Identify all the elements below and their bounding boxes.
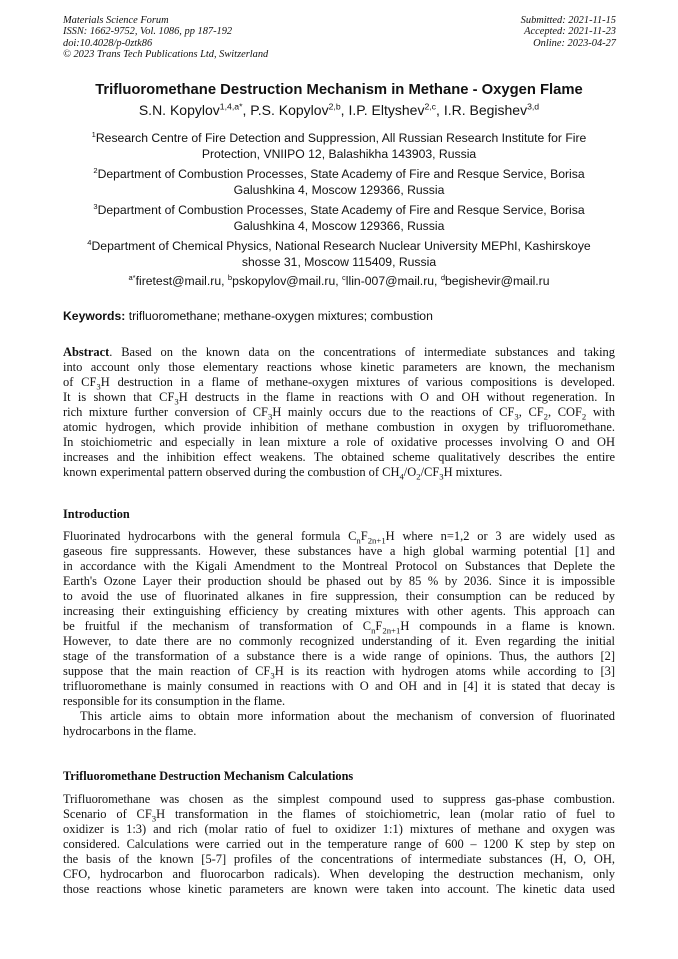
- email-link[interactable]: llin-007@mail.ru: [345, 274, 435, 288]
- abstract-label: Abstract: [63, 345, 110, 359]
- author-affil-marker: 1,4,a*: [219, 101, 243, 112]
- introduction-paragraph: Fluorinated hydrocarbons with the general formula $C_nF_{2n+1}H$ where n=1,2 or 3 are widely used as gaseous fire suppressants. However, these substances have a high global warming potential [1] and in accordance with the Kigali Amendment to the Montreal Protocol on Substances that Deplete the Earth's Ozone Layer their production should be phased out by 85 % by 2036. Since it is impossible to avoid the use of fluorinated alkanes in fire suppression, their consumption can be reduced by increasing their extinguishing efficiency by creating mixtures with other agents. This approach can be fruitful if the mechanism of transformation of $C_nF_{2n+1}H$ compounds in a flame is known. However, to date there are no commonly recognized understanding of it. Even regarding the initial stage of the transformation of a substance there is a wide range of opinions. Thus, the authors [2] suppose that the main reaction of $CF_3H$ is its reaction with hydrogen atoms while according to [3] trifluoromethane is mainly consumed in reactions with O and OH and in [4] it is stated that decay is responsible for its consumption in the flame. This article aims to obtain more information about the mechanism of conversion of fluorinated hydrocarbons in the flame.: [63, 529, 615, 738]
- author-affil-marker: 2,c: [424, 101, 437, 112]
- affiliation-4: $^4$Department of Chemical Physics, National Research Nuclear University MEPhI, Kashirskoye shosse 31, Moscow 115409, Russia: [87, 237, 591, 269]
- journal-doi[interactable]: doi:10.4028/p-0ztk86: [63, 37, 153, 49]
- author-name: I.P. Eltyshev: [348, 102, 425, 118]
- keywords-label: Keywords:: [63, 309, 126, 323]
- author-name: P.S. Kopylov: [250, 102, 329, 118]
- journal-name: Materials Science Forum: [63, 15, 169, 26]
- journal-copyright: © 2023 Trans Tech Publications Ltd, Switzerland: [63, 49, 269, 61]
- affiliation-1: $^1$Research Centre of Fire Detection and Suppression, All Russian Research Institute for Fire Protection, VNIIPO 12, Balashikha 143903, Russia: [91, 129, 587, 161]
- email-link[interactable]: firetest@mail.ru: [135, 274, 222, 288]
- paper-title: Trifluoromethane Destruction Mechanism in Methane - Oxygen Flame: [95, 82, 583, 98]
- dates-header: [521, 15, 616, 49]
- email-link[interactable]: pskopylov@mail.ru: [232, 274, 336, 288]
- section-heading-calculations: Trifluoromethane Destruction Mechanism Calculations: [63, 769, 354, 783]
- email-list: $^{a*}$firetest@mail.ru, $^b$pskopylov@mail.ru, $^c$llin-007@mail.ru, $^d$begishevir@mail.ru: [128, 272, 550, 288]
- author-name: I.R. Begishev: [443, 102, 528, 118]
- journal-header: [63, 15, 268, 61]
- keywords-text: trifluoromethane; methane-oxygen mixtures; combustion: [128, 309, 433, 323]
- author-list: S.N. Kopylov$^{1,4,a*}$, P.S. Kopylov$^{2,b}$, I.P. Eltyshev$^{2,c}$, I.R. Begishev$^{3,d}$: [138, 101, 540, 118]
- email-link[interactable]: begishevir@mail.ru: [445, 274, 550, 288]
- author-affil-marker: 2,b: [328, 101, 341, 112]
- abstract-paragraph: Abstract. Based on the known data on the concentrations of intermediate substances and taking into account only those elementary reactions whose kinetic parameters are known, the mechanism of $CF_3H$ destruction in a flame of methane-oxygen mixtures of various compositions is developed. It is shown that $CF_3H$ destructs in the flame in reactions with O and OH without regeneration. In rich mixture further conversion of $CF_3H$ mainly occurs due to the reactions of $CF_3$, $CF_2$, $COF_2$ with atomic hydrogen, which provide inhibition of methane combustion in oxygen by trifluoromethane. In stoichiometric and especially in lean mixture a role of oxidative processes involving O and OH increases and the inhibition effect weakens. The obtained scheme qualitatively describes the entire known experimental pattern observed during the combustion of $CH_4/O_2/CF_3H$ mixtures.: [63, 345, 615, 482]
- affiliation-3: $^3$Department of Combustion Processes, State Academy of Fire and Resque Service, Borisa Galushkina 4, Moscow 129366, Russia: [93, 201, 585, 233]
- journal-issn: ISSN: 1662-9752, Vol. 1086, pp 187-192: [63, 26, 233, 38]
- author-name: S.N. Kopylov: [138, 102, 220, 118]
- calculations-paragraph: Trifluoromethane was chosen as the simplest compound used to suppress gas-phase combustion. Scenario of $CF_3H$ transformation in the flames of stoichiometric, lean (molar ratio of fuel to oxidizer is 1:3) and rich (molar ratio of fuel to oxidizer 1:1) mixtures of methane and oxygen was considered. Calculations were carried out in the temperature range of 600 – 1200 K step by step on the basis of the known [5-7] profiles of the concentrations of intermediate substances (H, O, OH, CFO, hydrocarbon and fluorocarbon radicals). When developing the destruction mechanism, only those reactions whose kinetic parameters are known were taken into account. The kinetic data used: [63, 792, 615, 896]
- submitted-date: Submitted: 2021-11-15: [520, 15, 616, 26]
- affiliation-2: $^2$Department of Combustion Processes, State Academy of Fire and Resque Service, Borisa Galushkina 4, Moscow 129366, Russia: [93, 165, 585, 197]
- keywords: [63, 309, 433, 323]
- online-date: Online: 2023-04-27: [533, 37, 616, 49]
- section-heading-introduction: Introduction: [63, 507, 130, 521]
- accepted-date: Accepted: 2021-11-23: [524, 26, 616, 38]
- author-affil-marker: 3,d: [527, 101, 540, 112]
